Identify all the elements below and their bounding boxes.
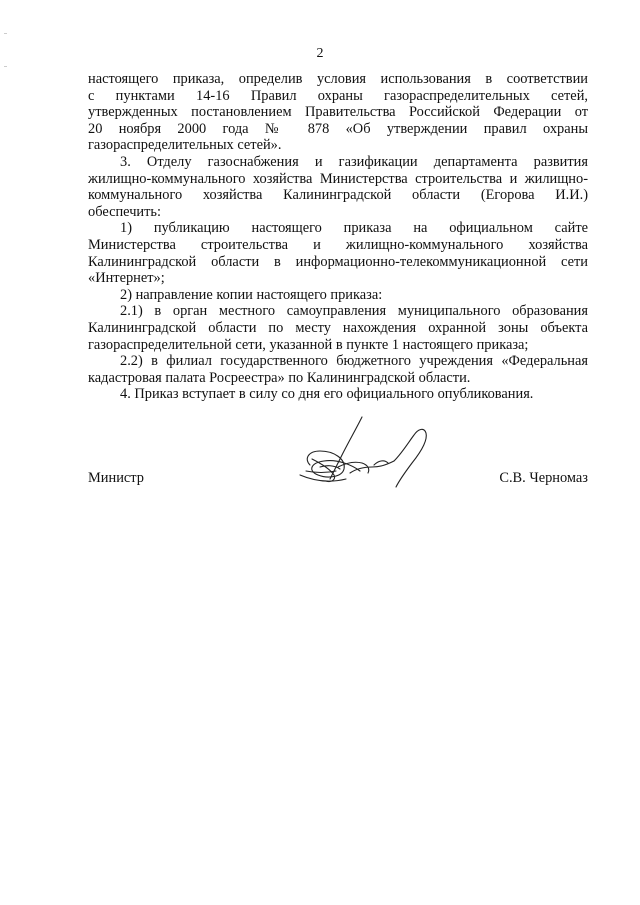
text-line: газораспределительной сети, указанной в пункте 1 настоящего приказа; — [88, 336, 529, 353]
text-line: Калининградской области в информационно-телекоммуникационной сети — [88, 253, 588, 270]
handwritten-signature — [290, 415, 440, 495]
text-line: 3. Отделу газоснабжения и газификации департамента развития — [120, 153, 588, 170]
text-line: 2) направление копии настоящего приказа: — [120, 286, 383, 303]
text-line: кадастровая палата Росреестра» по Калининградской области. — [88, 369, 471, 386]
text-line: Министерства строительства и жилищно-коммунального хозяйства — [88, 236, 588, 253]
text-line: 1) публикацию настоящего приказа на официальном сайте — [120, 220, 588, 237]
signatory-title: Министр — [88, 470, 144, 486]
text-line: коммунального хозяйства Калининградской области (Егорова И.И.) — [88, 187, 588, 204]
scan-artifact — [4, 66, 7, 67]
text-line: настоящего приказа, определив условия использования в соответствии — [88, 71, 588, 87]
text-line: 2.2) в филиал государственного бюджетного учреждения «Федеральная — [120, 353, 588, 370]
document-body — [88, 71, 588, 403]
text-line: газораспределительных сетей». — [88, 137, 282, 154]
signatory-name: С.В. Черномаз — [499, 470, 588, 486]
text-line: 2.1) в орган местного самоуправления муниципального образования — [120, 303, 588, 320]
page-number: 2 — [316, 46, 324, 61]
text-line: 4. Приказ вступает в силу со дня его официального опубликования. — [120, 386, 534, 403]
text-line: Калининградской области по месту нахождения охранной зоны объекта — [88, 319, 588, 336]
text-line: жилищно-коммунального хозяйства Министерства строительства и жилищно- — [88, 170, 588, 187]
text-line: утвержденных постановлением Правительства Российской Федерации от — [88, 104, 588, 121]
text-line: 20 ноября 2000 года № 878 «Об утверждении правил охраны — [88, 120, 588, 137]
text-line: «Интернет»; — [88, 270, 165, 287]
text-line: с пунктами 14-16 Правил охраны газораспределительных сетей, — [88, 87, 588, 104]
scan-artifact — [4, 33, 7, 34]
text-line: обеспечить: — [88, 203, 161, 220]
